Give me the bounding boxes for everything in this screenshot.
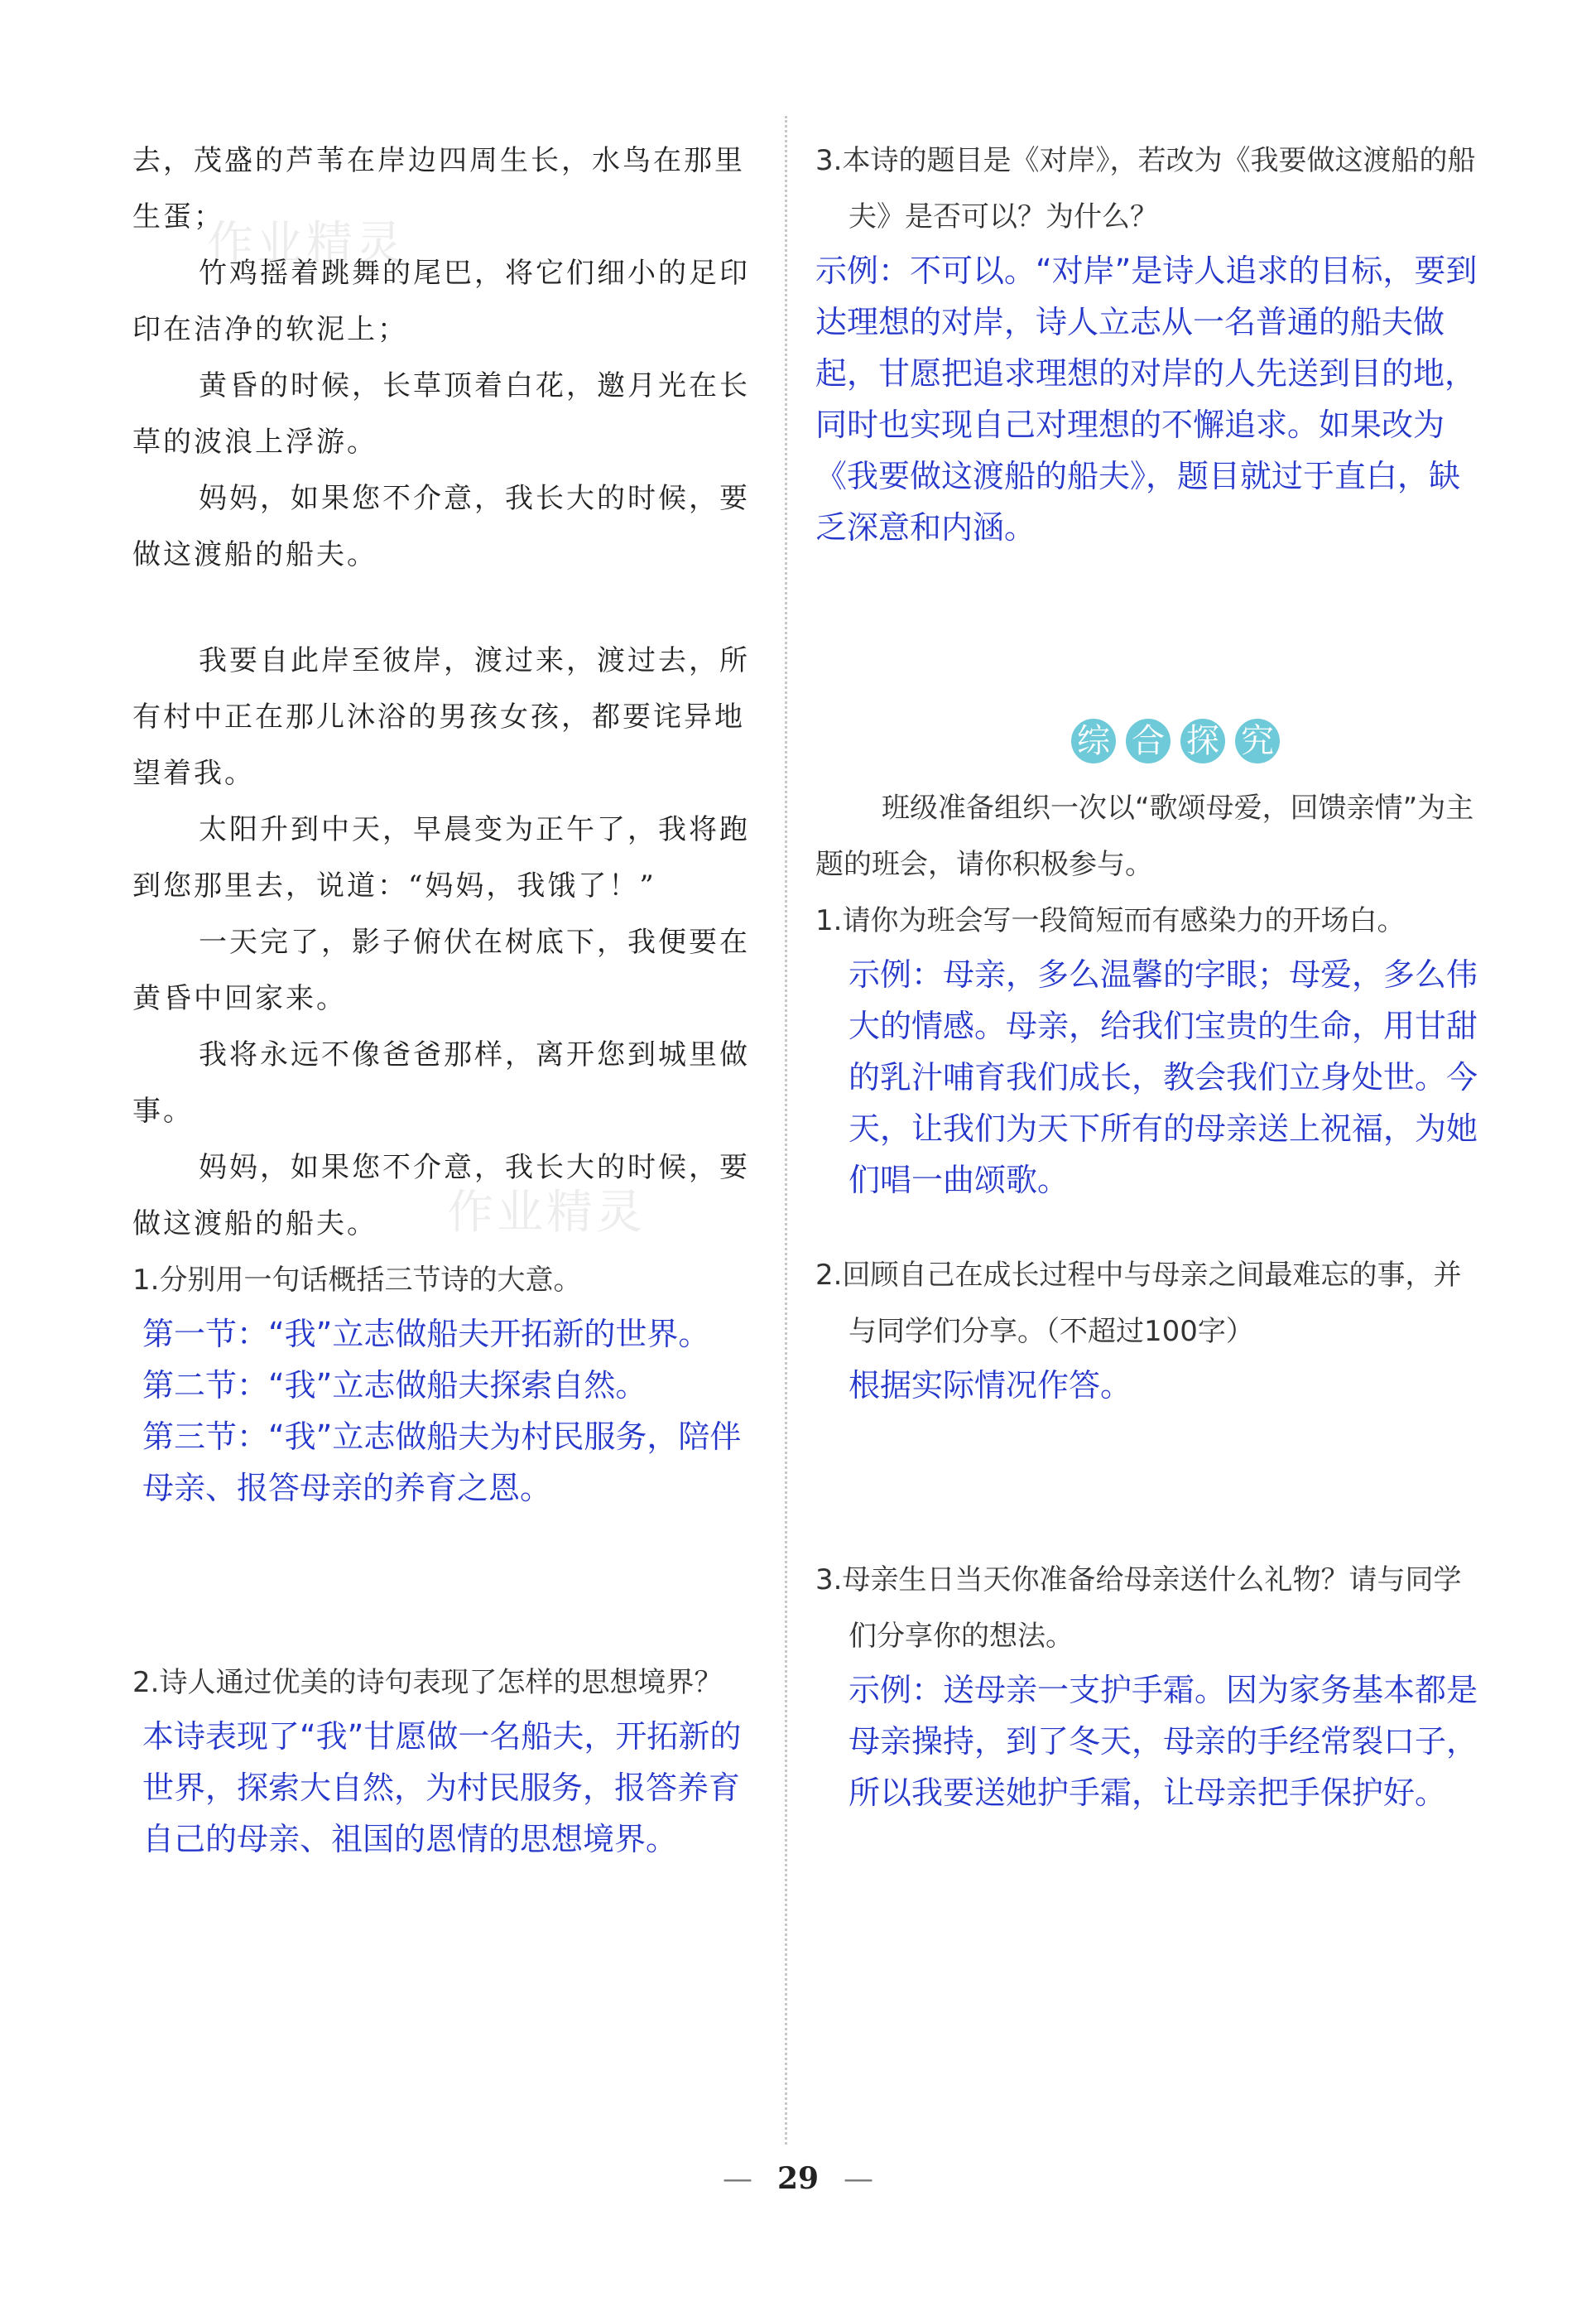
inquiry-answer-3: 示例：送母亲一支护手霜。因为家务基本都是母亲操持，到了冬天，母亲的手经常裂口子，所以我要送她护手霜，让母亲把手保护好。 bbox=[848, 1672, 1478, 1811]
stanza-gap bbox=[132, 583, 762, 633]
answer-3: 示例：不可以。“对岸”是诗人追求的目标，要到达理想的对岸，诗人立志从一名普通的船夫做起，甘愿把追求理想的对岸的人先送到目的地，同时也实现自己对理想的不懈追求。如果改为《我要做这渡船的船夫》，题目就过于直白，缺乏深意和内涵。 bbox=[815, 253, 1478, 546]
inquiry-question-3: 3.母亲生日当天你准备给母亲送什么礼物？请与同学们分享你的想法。 bbox=[815, 1563, 1462, 1653]
poem-line: 妈妈，如果您不介意，我长大的时候，要做这渡船的船夫。 bbox=[132, 1151, 750, 1240]
section-title-char: 合 bbox=[1126, 719, 1171, 763]
answer-line: 第三节：“我”立志做船夫为村民服务，陪伴母亲、报答母亲的养育之恩。 bbox=[142, 1418, 742, 1506]
column-divider bbox=[785, 116, 787, 2145]
page-number: — 29 — bbox=[722, 2161, 874, 2196]
question-3: 3.本诗的题目是《对岸》，若改为《我要做这渡船的船夫》是否可以？为什么？ bbox=[815, 144, 1476, 234]
poem-line: 黄昏的时候，长草顶着白花，邀月光在长草的波浪上浮游。 bbox=[132, 369, 750, 459]
inquiry-question-1: 1.请你为班会写一段简短而有感染力的开场白。 bbox=[815, 904, 1406, 937]
inquiry-answer-2: 根据实际情况作答。 bbox=[848, 1367, 1132, 1404]
poem-line: 一天完了，影子俯伏在树底下，我便要在黄昏中回家来。 bbox=[132, 926, 750, 1015]
question-2: 2.诗人通过优美的诗句表现了怎样的思想境界？ bbox=[132, 1666, 723, 1699]
question-1: 1.分别用一句话概括三节诗的大意。 bbox=[132, 1264, 582, 1297]
poem-line: 太阳升到中天，早晨变为正午了，我将跑到您那里去，说道：“妈妈，我饿了！” bbox=[132, 813, 750, 903]
section-title-char: 综 bbox=[1071, 719, 1116, 763]
right-column bbox=[815, 132, 1486, 1818]
inquiry-question-2: 2.回顾自己在成长过程中与母亲之间最难忘的事，并与同学们分享。（不超过100字） bbox=[815, 1259, 1462, 1348]
poem-line: 妈妈，如果您不介意，我长大的时候，要做这渡船的船夫。 bbox=[132, 482, 750, 571]
poem-line: 去，茂盛的芦苇在岸边四周生长，水鸟在那里生蛋； bbox=[132, 144, 745, 234]
poem-line: 我将永远不像爸爸那样，离开您到城里做事。 bbox=[132, 1038, 750, 1128]
page-number-value: 29 bbox=[776, 2161, 820, 2196]
answer-line: 第二节：“我”立志做船夫探索自然。 bbox=[142, 1367, 647, 1404]
watermark-top: 作业精灵 bbox=[207, 217, 406, 271]
inquiry-answer-1: 示例：母亲，多么温馨的字眼；母爱，多么伟大的情感。母亲，给我们宝贵的生命，用甘甜的乳汁哺育我们成长，教会我们立身处世。今天，让我们为天下所有的母亲送上祝福，为她们唱一曲颂歌。 bbox=[848, 956, 1478, 1198]
left-column bbox=[132, 132, 762, 1865]
section-title-char: 探 bbox=[1180, 719, 1225, 763]
activity-intro: 班级准备组织一次以“歌颂母爱，回馈亲情”为主题的班会，请你积极参与。 bbox=[815, 792, 1474, 881]
poem-line: 竹鸡摇着跳舞的尾巴，将它们细小的足印印在洁净的软泥上； bbox=[132, 257, 750, 346]
section-title-comprehensive-inquiry bbox=[815, 719, 1486, 763]
section-title-char: 究 bbox=[1235, 719, 1280, 763]
answer-line: 第一节：“我”立志做船夫开拓新的世界。 bbox=[142, 1316, 710, 1352]
answer-1 bbox=[132, 1308, 762, 1514]
answer-2: 本诗表现了“我”甘愿做一名船夫，开拓新的世界，探索大自然，为村民服务，报答养育自己的母亲、祖国的恩情的思想境界。 bbox=[142, 1718, 742, 1857]
watermark-bottom: 作业精灵 bbox=[447, 1186, 646, 1240]
poem-line: 我要自此岸至彼岸，渡过来，渡过去，所有村中正在那儿沐浴的男孩女孩，都要诧异地望着我。 bbox=[132, 644, 750, 790]
